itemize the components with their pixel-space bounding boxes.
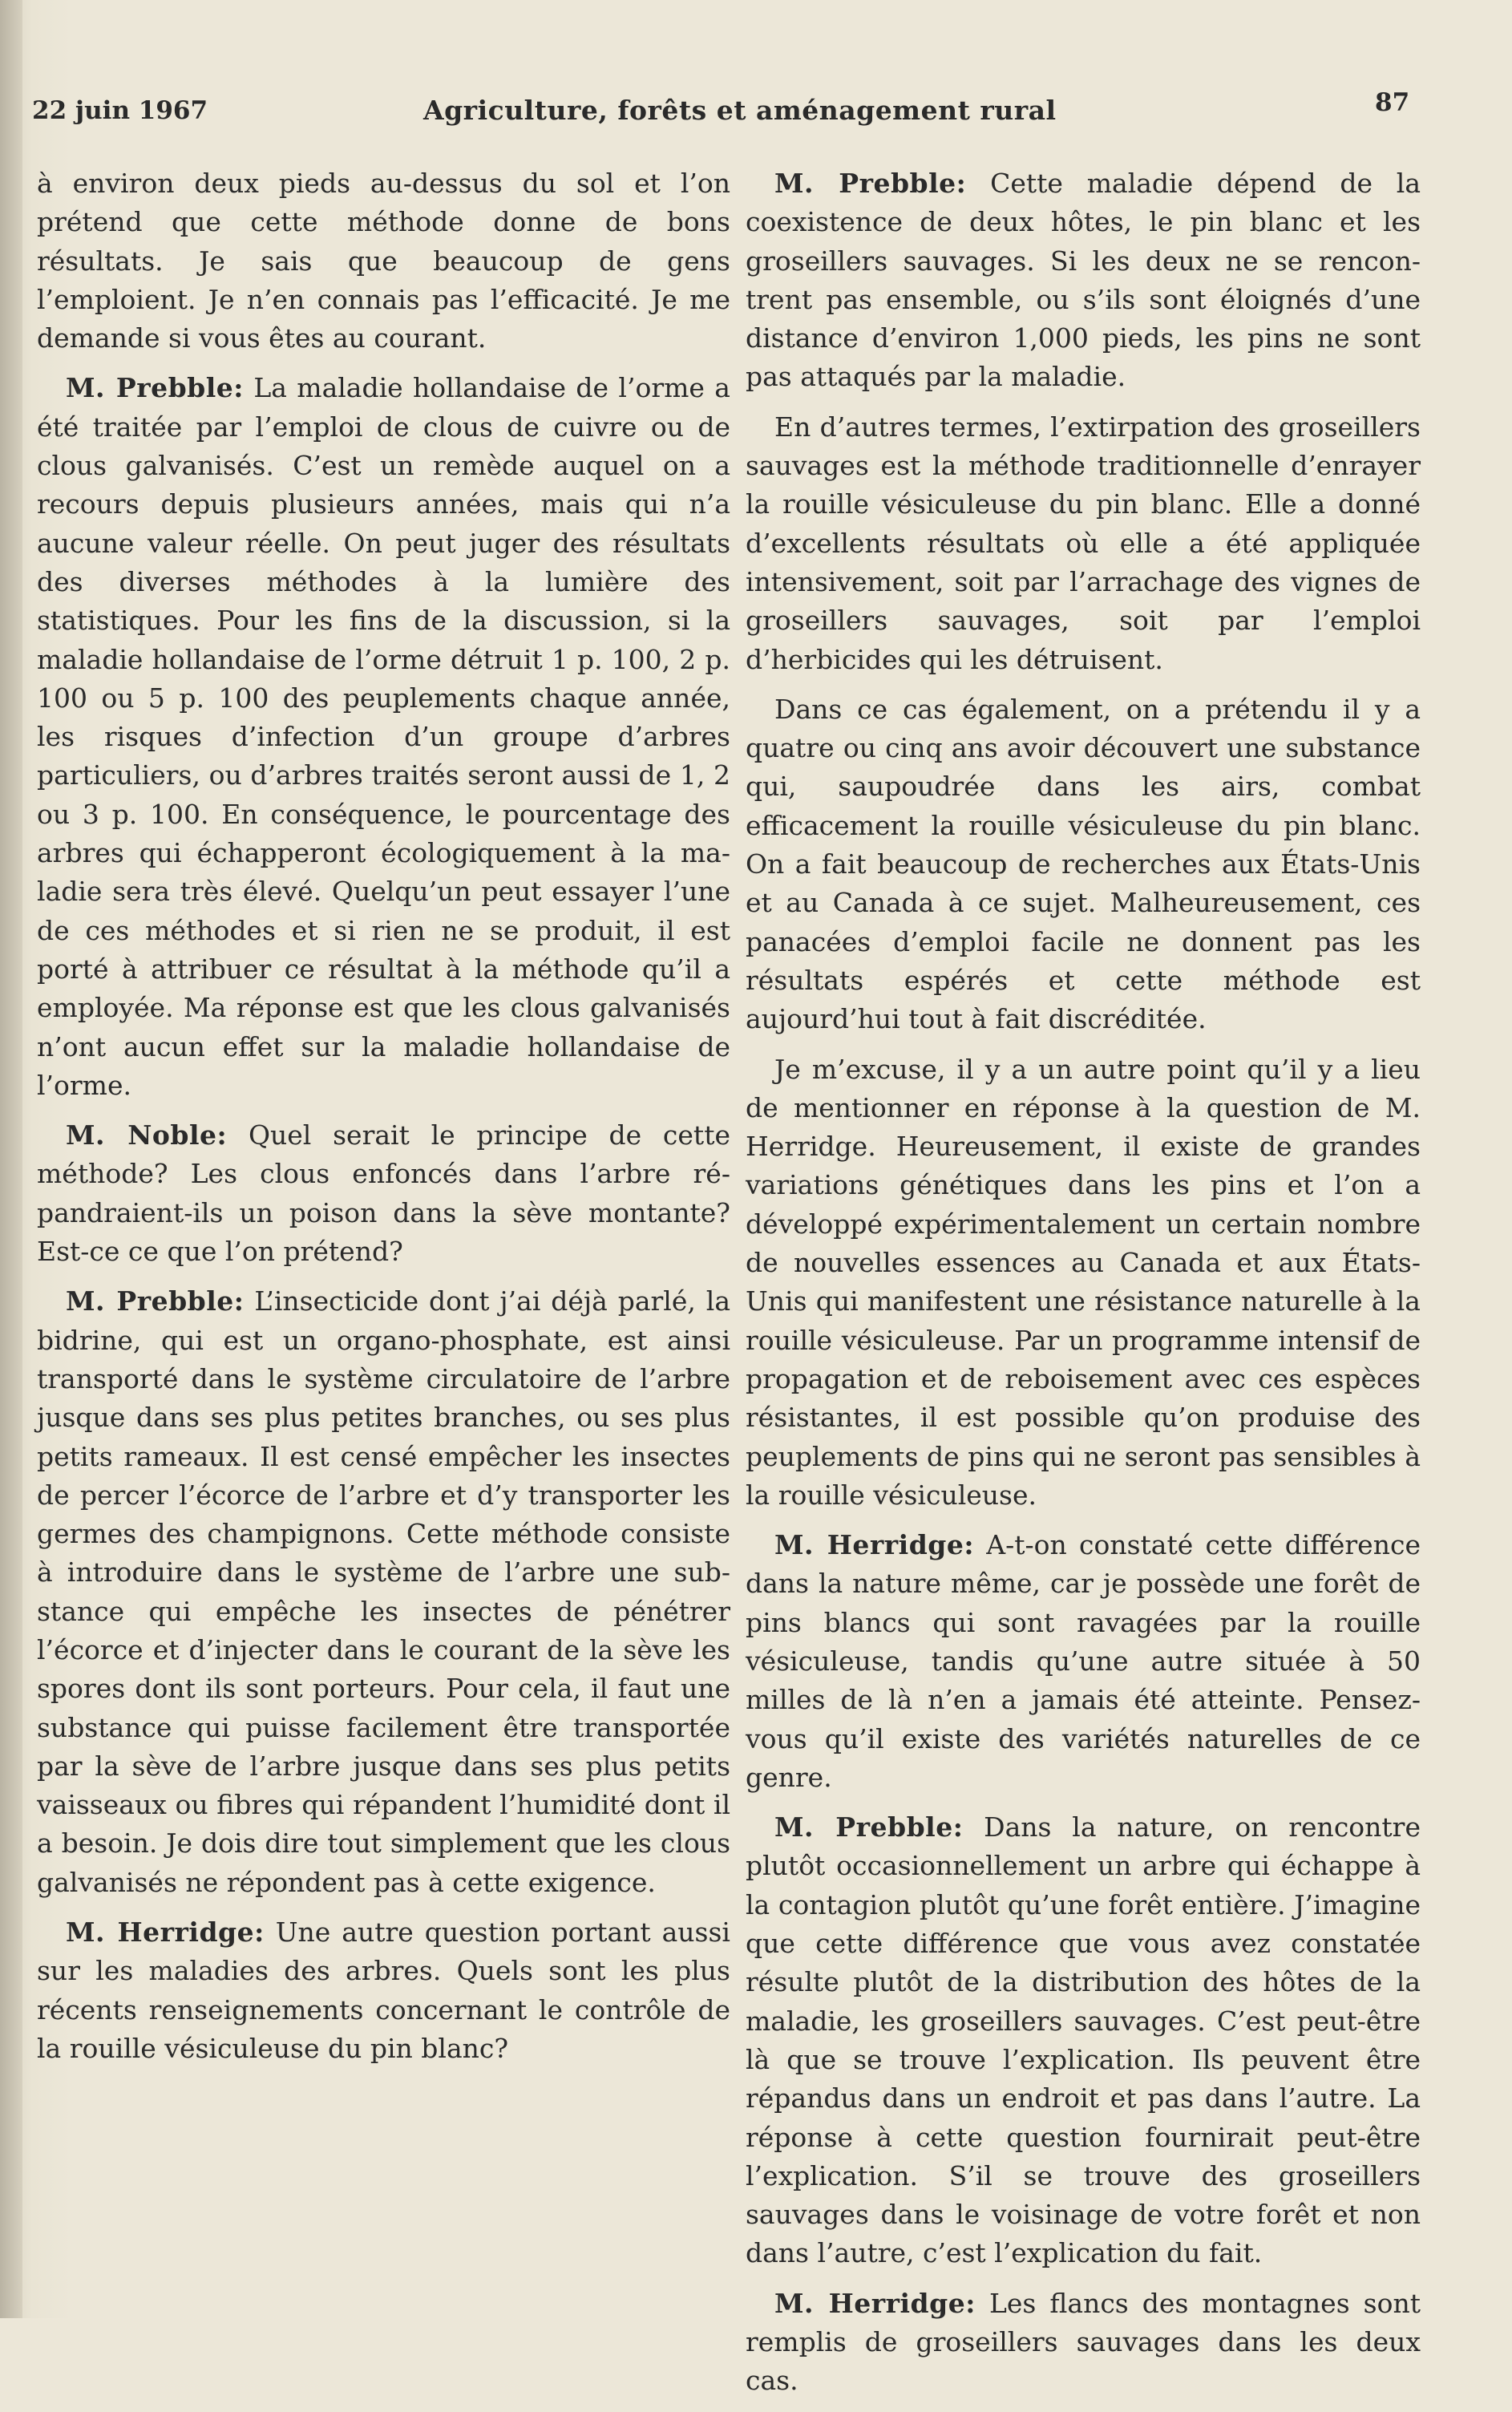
paragraph-text: Cette maladie dépend de la coexistence de deux hôtes, le pin blanc et les groseillers sauvages. Si les deux ne se rencontrent pas ensemble, ou s’ils sont éloignés d’une distance d’environ 1,000 pieds, les pins ne sont pas attaqués par la maladie. (746, 168, 1421, 393)
speaker-name: M. Noble: (66, 1119, 228, 1151)
paragraph-text: La maladie hollandaise de l’orme a été traitée par l’emploi de clous de cuivre ou de clous galvanisés. C’est un remède auquel on a recours depuis plusieurs années, mais qui n’a aucune valeur réelle. On peut juger des résultats des diverses méthodes à la lumière des statistiques. Pour les fins de la discussion, si la maladie hollandaise de l’orme détruit 1 p. 100, 2 p. 100 ou 5 p. 100 des peuplements chaque année, les risques d’infection d’un groupe d’arbres particuliers, ou d’arbres traités seront aussi de 1, 2 ou 3 p. 100. En conséquence, le pourcentage des arbres qui échapperont écologiquement à la maladie sera très élevé. Quelqu’un peut essayer l’une de ces méthodes et si rien ne se produit, il est porté à attribuer ce résultat à la méthode qu’il a employée. Ma réponse est que les clous galvanisés n’ont aucun effet sur la maladie hollandaise de l’orme. (37, 372, 730, 1101)
paragraph (746, 1050, 1421, 1516)
paragraph (746, 1808, 1421, 2273)
paragraph (37, 164, 730, 358)
header-date: 22 juin 1967 (32, 96, 208, 125)
paragraph (37, 1282, 730, 1902)
paragraph-text: Une autre question portant aussi sur les maladies des arbres. Quels sont les plus récents renseignements concernant le contrôle de la rouille vésiculeuse du pin blanc? (37, 1916, 730, 2064)
speaker-name: M. Herridge: (774, 1529, 975, 1561)
right-column (746, 164, 1421, 2412)
paragraph-text: Quel serait le principe de cette méthode? Les clous enfoncés dans l’arbre répandraient-ils un poison dans la sève montante? Est-ce ce que l’on prétend? (37, 1119, 730, 1268)
paragraph-text: Je m’excuse, il y a un autre point qu’il y a lieu de mentionner en réponse à la question de M. Herridge. Heureusement, il existe de grandes variations génétiques dans les pins et l’on a développé expérimentalement un certain nombre de nouvelles essences au Canada et aux États-Unis qui manifestent une résistance naturelle à la rouille vésiculeuse. Par un programme intensif de propagation et de reboisement avec ces espèces résistantes, il est possible qu’on produise des peuplements de pins qui ne seront pas sensibles à la rouille vésiculeuse. (746, 1053, 1421, 1511)
paragraph (37, 1913, 730, 2068)
paragraph (746, 164, 1421, 397)
running-header (32, 88, 1411, 128)
paragraph (746, 690, 1421, 1039)
speaker-name: M. Herridge: (66, 1916, 265, 1949)
paragraph-text: En d’autres termes, l’extirpation des groseillers sauvages est la méthode traditionnelle d’enrayer la rouille vésiculeuse du pin blanc. Elle a donné d’excellents résultats où elle a été appliquée intensivement, soit par l’arrachage des vignes de groseillers sauvages, soit par l’emploi d’herbicides qui les détruisent. (746, 411, 1421, 675)
paragraph (746, 1526, 1421, 1797)
speaker-name: M. Prebble: (66, 372, 244, 404)
page-number: 87 (1375, 88, 1410, 117)
paragraph (37, 369, 730, 1105)
header-title: Agriculture, forêts et aménagement rural (423, 95, 1057, 126)
paragraph-text: à environ deux pieds au-dessus du sol et l’on prétend que cette méthode donne de bons résultats. Je sais que beaucoup de gens l’emploient. Je n’en connais pas l’efficacité. Je me demande si vous êtes au courant. (37, 168, 730, 354)
paragraph-text: Dans ce cas également, on a prétendu il y a quatre ou cinq ans avoir découvert une substance qui, saupoudrée dans les airs, combat efficacement la rouille vésiculeuse du pin blanc. On a fait beaucoup de recherches aux États-Unis et au Canada à ce sujet. Malheureusement, ces panacées d’emploi facile ne donnent pas les résultats espérés et cette méthode est aujourd’hui tout à fait discréditée. (746, 693, 1421, 1035)
paragraph-text: A-t-on constaté cette différence dans la nature même, car je possède une forêt de pins blancs qui sont ravagées par la rouille vésiculeuse, tandis qu’une autre située à 50 milles de là n’en a jamais été atteinte. Pensez-vous qu’il existe des variétés naturelles de ce genre. (746, 1529, 1421, 1793)
speaker-name: M. Prebble: (66, 1285, 245, 1317)
speaker-name: M. Prebble: (774, 1811, 964, 1843)
paragraph-text: Dans la nature, on rencontre plutôt occasionnellement un arbre qui échappe à la contagion plutôt qu’une forêt entière. J’imagine que cette différence que vous avez constatée résulte plutôt de la distribution des hôtes de la maladie, les groseillers sauvages. C’est peut-être là que se trouve l’explication. Ils peuvent être répandus dans un endroit et pas dans l’autre. La réponse à cette question fournirait peut-être l’explication. S’il se trouve des groseillers sauvages dans le voisinage de votre forêt et non dans l’autre, c’est l’explication du fait. (746, 1811, 1421, 2269)
paragraph (746, 408, 1421, 679)
paragraph (37, 1116, 730, 1271)
paragraph-text: L’insecticide dont j’ai déjà parlé, la bidrine, qui est un organo-phosphate, est ainsi transporté dans le système circulatoire de l’arbre jusque dans ses plus petites branches, ou ses plus petits rameaux. Il est censé empêcher les insectes de percer l’écorce de l’arbre et d’y transporter les germes des champignons. Cette méthode consiste à introduire dans le système de l’arbre une substance qui empêche les insectes de pénétrer l’écorce et d’injecter dans le courant de la sève les spores dont ils sont porteurs. Pour cela, il faut une substance qui puisse facilement être transportée par la sève de l’arbre jusque dans ses plus petits vaisseaux ou fibres qui répandent l’humidité dont il a besoin. Je dois dire tout simplement que les clous galvanisés ne répondent pas à cette exigence. (37, 1285, 730, 1898)
speaker-name: M. Herridge: (774, 2287, 976, 2319)
page-binding-edge (0, 0, 22, 2318)
left-column (37, 164, 730, 2079)
paragraph (746, 2285, 1421, 2401)
paragraph-text: Les flancs des montagnes sont remplis de groseillers sauvages dans les deux cas. (746, 2287, 1421, 2397)
speaker-name: M. Prebble: (774, 168, 967, 199)
